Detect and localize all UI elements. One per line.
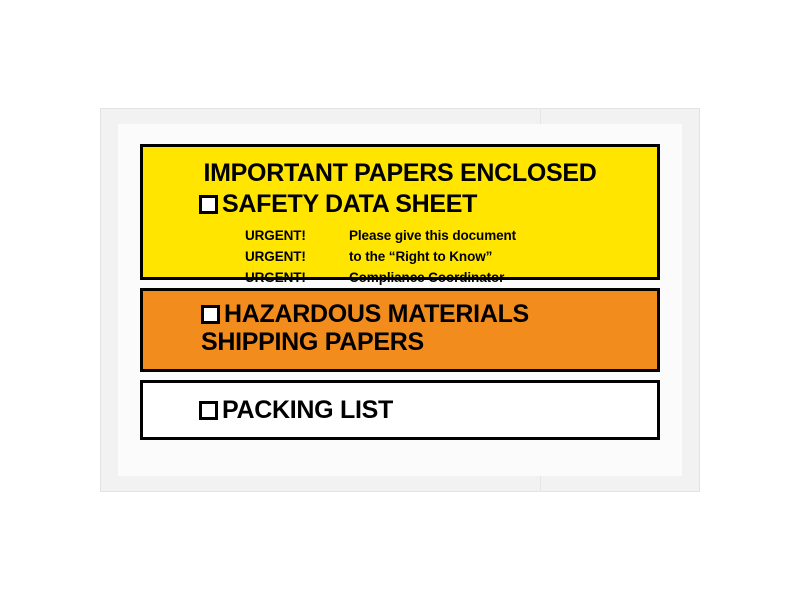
label-panels bbox=[140, 144, 660, 440]
urgent-line bbox=[245, 225, 647, 246]
packing-list-row[interactable] bbox=[153, 397, 647, 423]
safety-data-sheet-label: SAFETY DATA SHEET bbox=[222, 190, 478, 218]
panel-packing-list bbox=[140, 380, 660, 440]
hazardous-materials-row[interactable] bbox=[153, 301, 647, 327]
hazardous-materials-label: HAZARDOUS MATERIALS bbox=[224, 300, 529, 328]
panel-safety-data-sheet bbox=[140, 144, 660, 285]
checkbox-safety-data-sheet[interactable] bbox=[199, 195, 218, 214]
shipping-papers-label: SHIPPING PAPERS bbox=[201, 328, 424, 356]
urgent-line bbox=[245, 267, 647, 288]
urgent-text: to the “Right to Know” bbox=[349, 249, 493, 264]
checkbox-packing-list[interactable] bbox=[199, 401, 218, 420]
urgent-word: URGENT! bbox=[245, 249, 306, 264]
urgent-text: Compliance Coordinator bbox=[349, 270, 505, 285]
panel-hazardous-materials bbox=[140, 288, 660, 372]
safety-data-sheet-row[interactable] bbox=[153, 191, 647, 217]
checkbox-hazardous-materials[interactable] bbox=[201, 305, 220, 324]
urgent-word: URGENT! bbox=[245, 228, 306, 243]
urgent-line bbox=[245, 246, 647, 267]
urgent-word: URGENT! bbox=[245, 270, 306, 285]
urgent-text: Please give this document bbox=[349, 228, 517, 243]
packing-list-label: PACKING LIST bbox=[222, 396, 393, 424]
urgent-instructions bbox=[153, 225, 647, 288]
important-papers-title: IMPORTANT PAPERS ENCLOSED bbox=[203, 159, 597, 187]
